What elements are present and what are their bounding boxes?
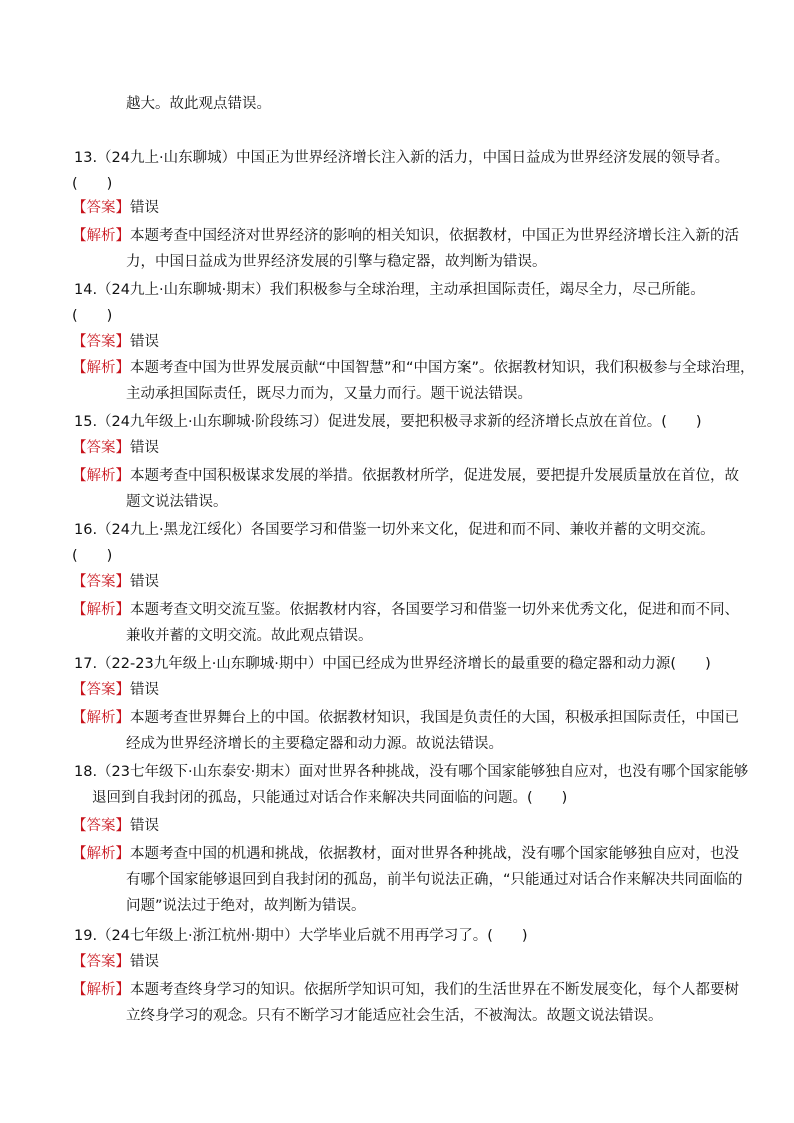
answer-19: 【答案】错误	[72, 954, 159, 970]
analysis-15-line2: 题文说法错误。	[126, 494, 228, 510]
analysis-19: 【解析】本题考查终身学习的知识。依据所学知识可知，我们的生活世界在不断发展变化，每个人都要树	[72, 982, 739, 998]
question-14: 14.（24九上·山东聊城·期末）我们积极参与全球治理，主动承担国际责任，竭尽全力，尽己所能。	[74, 282, 705, 298]
analysis-18-line3: 问题”说法过于绝对，故判断为错误。	[126, 898, 366, 914]
analysis-15: 【解析】本题考查中国积极谋求发展的举措。依据教材所学，促进发展，要把提升发展质量放在首位，故	[72, 468, 739, 484]
question-14-blank: ( )	[72, 308, 113, 324]
question-17: 17.（22-23九年级上·山东聊城·期中）中国已经成为世界经济增长的最重要的稳定器和动力源( )	[74, 656, 711, 672]
analysis-18-line2: 有哪个国家能够退回到自我封闭的孤岛，前半句说法正确，“只能通过对话合作来解决共同面临的	[126, 872, 743, 888]
question-13: 13.（24九上·山东聊城）中国正为世界经济增长注入新的活力，中国日益成为世界经济发展的领导者。	[74, 150, 730, 166]
answer-14: 【答案】错误	[72, 334, 159, 350]
answer-17: 【答案】错误	[72, 682, 159, 698]
analysis-14-line2: 主动承担国际责任，既尽力而为，又量力而行。题干说法错误。	[126, 386, 532, 402]
analysis-16-line2: 兼收并蓄的文明交流。故此观点错误。	[126, 628, 373, 644]
analysis-14: 【解析】本题考查中国为世界发展贡献“中国智慧”和“中国方案”。依据教材知识，我们积极参与全球治理，	[72, 360, 755, 376]
question-16-blank: ( )	[72, 548, 113, 564]
analysis-16: 【解析】本题考查文明交流互鉴。依据教材内容，各国要学习和借鉴一切外来优秀文化，促进和而不同、	[72, 602, 739, 618]
analysis-13: 【解析】本题考查中国经济对世界经济的影响的相关知识，依据教材，中国正为世界经济增长注入新的活	[72, 228, 739, 244]
answer-13: 【答案】错误	[72, 200, 159, 216]
analysis-17-line2: 经成为世界经济增长的主要稳定器和动力源。故说法错误。	[126, 736, 503, 752]
analysis-17: 【解析】本题考查世界舞台上的中国。依据教材知识，我国是负责任的大国，积极承担国际责任，中国已	[72, 710, 739, 726]
question-19: 19.（24七年级上·浙江杭州·期中）大学毕业后就不用再学习了。( )	[74, 928, 528, 944]
question-18-line2: 退回到自我封闭的孤岛，只能通过对话合作来解决共同面临的问题。( )	[92, 790, 568, 806]
question-16: 16.（24九上·黑龙江绥化）各国要学习和借鉴一切外来文化，促进和而不同、兼收并蓄的文明交流。	[74, 522, 715, 538]
continuation-text: 越大。故此观点错误。	[126, 96, 271, 112]
question-13-blank: ( )	[72, 176, 113, 192]
answer-16: 【答案】错误	[72, 574, 159, 590]
analysis-18: 【解析】本题考查中国的机遇和挑战，依据教材，面对世界各种挑战，没有哪个国家能够独自应对，也没	[72, 846, 739, 862]
answer-18: 【答案】错误	[72, 818, 159, 834]
analysis-19-line2: 立终身学习的观念。只有不断学习才能适应社会生活，不被淘汰。故题文说法错误。	[126, 1008, 663, 1024]
answer-15: 【答案】错误	[72, 440, 159, 456]
question-15: 15.（24九年级上·山东聊城·阶段练习）促进发展，要把积极寻求新的经济增长点放在首位。( )	[74, 414, 702, 430]
analysis-13-line2: 力，中国日益成为世界经济发展的引擎与稳定器，故判断为错误。	[126, 254, 547, 270]
question-18: 18.（23七年级下·山东泰安·期末）面对世界各种挑战，没有哪个国家能够独自应对，也没有哪个国家能够	[74, 764, 749, 780]
